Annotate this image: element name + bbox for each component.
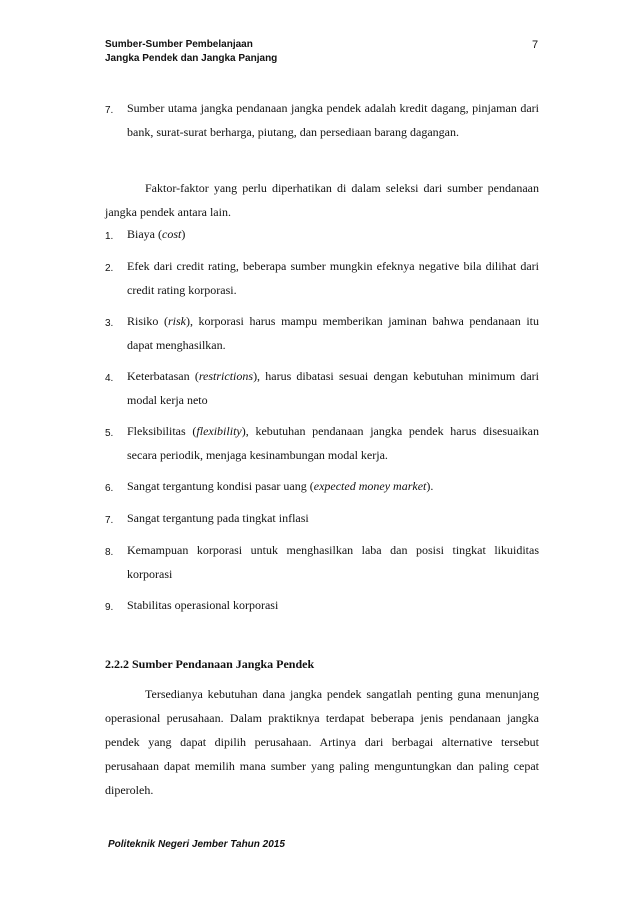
italic-term: expected money market <box>313 479 427 493</box>
text-part: ), harus dibatasi sesuai dengan kebutuhan minimum dari modal kerja neto <box>127 369 539 407</box>
list-item-number: 5. <box>105 428 114 439</box>
header-line-2: Jangka Pendek dan Jangka Panjang <box>105 53 278 64</box>
list-item-number: 6. <box>105 483 114 494</box>
list-item-text <box>127 309 539 357</box>
page-footer: Politeknik Negeri Jember Tahun 2015 <box>108 839 285 850</box>
intro-text: Faktor-faktor yang perlu diperhatikan di dalam seleksi dari sumber pendanaan jangka pendek antara lain. <box>105 181 539 219</box>
italic-term: cost <box>162 227 182 241</box>
list-item-text <box>127 222 539 246</box>
text-part: Fleksibilitas ( <box>127 424 197 438</box>
text-part: ), korporasi harus mampu memberikan jaminan bahwa pendanaan itu dapat menghasilkan. <box>127 314 539 352</box>
section-heading: 2.2.2 Sumber Pendanaan Jangka Pendek <box>105 657 315 671</box>
list-item-number: 7. <box>105 105 114 116</box>
italic-term: restrictions <box>198 369 254 383</box>
list-item-number: 3. <box>105 318 114 329</box>
list-item-number: 4. <box>105 373 114 384</box>
text-part: Keterbatasan ( <box>127 369 199 383</box>
list-item-number: 9. <box>105 602 114 613</box>
page-number: 7 <box>532 39 539 51</box>
running-header <box>105 38 277 66</box>
text-part: ) <box>181 227 186 241</box>
list-item-text <box>127 364 539 412</box>
list-item-text: Sangat tergantung pada tingkat inflasi <box>127 511 309 525</box>
header-line-1: Sumber-Sumber Pembelanjaan <box>105 39 253 50</box>
intro-paragraph <box>105 176 539 224</box>
text-part: Sangat tergantung kondisi pasar uang ( <box>127 479 314 493</box>
list-item-text: Kemampuan korporasi untuk menghasilkan laba dan posisi tingkat likuiditas korporasi <box>127 543 539 581</box>
list-item-text: Sumber utama jangka pendanaan jangka pendek adalah kredit dagang, pinjaman dari bank, surat-surat berharga, piutang, dan persediaan barang dagangan. <box>127 101 539 139</box>
list-item-number: 8. <box>105 547 114 558</box>
italic-term: flexibility <box>196 424 242 438</box>
list-item-number: 1. <box>105 231 114 242</box>
list-item-text: Stabilitas operasional korporasi <box>127 598 279 612</box>
section-text: Tersedianya kebutuhan dana jangka pendek sangatlah penting guna menunjang operasional perusahaan. Dalam praktiknya terdapat beberapa jenis pendanaan jangka pendek yang dapat dipilih perusahaan. Artinya dari berbagai alternative tersebut perusahaan dapat memilih mana sumber yang paling menguntungkan dan paling cepat diperoleh. <box>105 687 539 797</box>
list-item-text: Efek dari credit rating, beberapa sumber mungkin efeknya negative bila dilihat dari credit rating korporasi. <box>127 259 539 297</box>
section-paragraph <box>105 682 539 802</box>
text-part: Biaya ( <box>127 227 162 241</box>
list-item-text <box>127 419 539 467</box>
list-item-number: 7. <box>105 515 114 526</box>
text-part: Risiko ( <box>127 314 168 328</box>
list-item-text <box>127 474 539 498</box>
text-part: ). <box>426 479 434 493</box>
list-item-number: 2. <box>105 263 114 274</box>
text-part: ), kebutuhan pendanaan jangka pendek harus disesuaikan secara periodik, menjaga kesinambungan modal kerja. <box>127 424 540 462</box>
italic-term: risk <box>167 314 186 328</box>
